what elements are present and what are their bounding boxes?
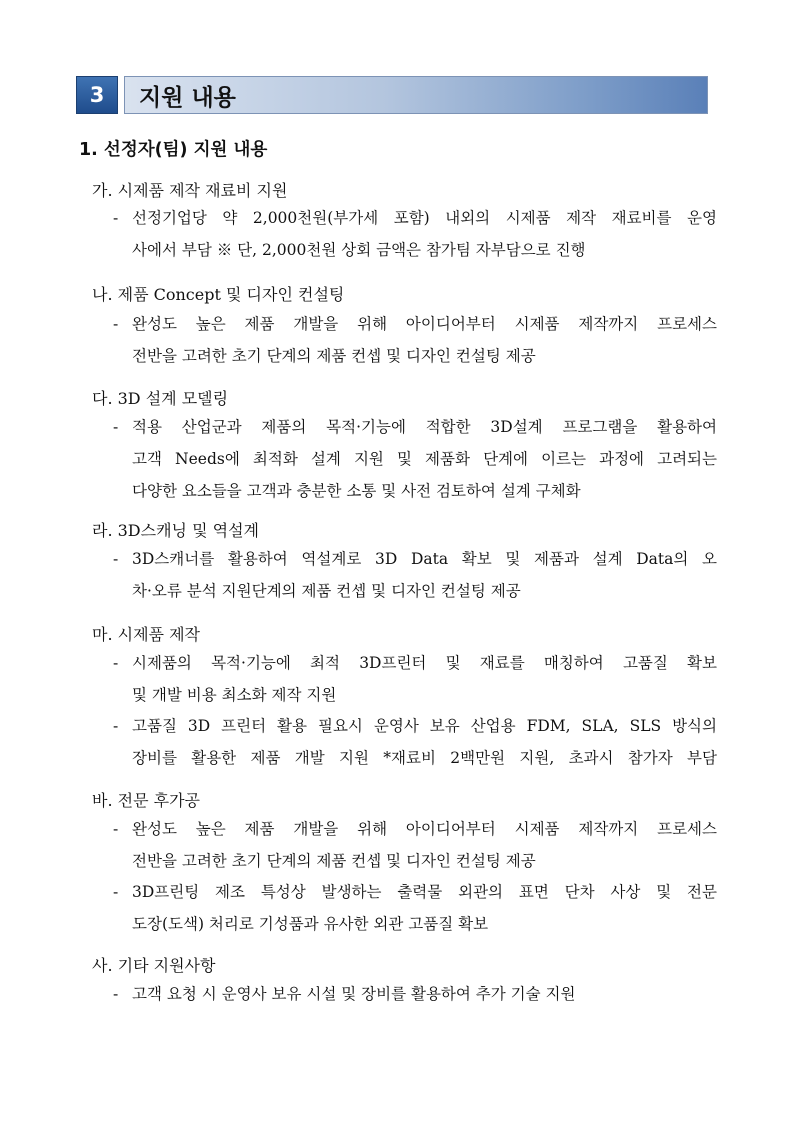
bullet-ba-1	[113, 813, 717, 877]
item-title-ra: 라. 3D스캐닝 및 역설계	[92, 521, 259, 540]
bullet-line: 도장(도색) 처리로 기성품과 유사한 외관 고품질 확보	[132, 915, 489, 933]
bullet-line: 고객 Needs에 최적화 설계 지원 및 제품화 단계에 이르는 과정에 고려되는	[132, 450, 717, 468]
bullet-dash: -	[113, 820, 119, 838]
subsection-title: 1. 선정자(팀) 지원 내용	[79, 140, 268, 160]
bullet-line: 완성도 높은 제품 개발을 위해 아이디어부터 시제품 제작까지 프로세스	[132, 820, 717, 838]
section-number-badge: 3	[76, 76, 118, 114]
bullet-dash: -	[113, 654, 119, 672]
item-title-na: 나. 제품 Concept 및 디자인 컨설팅	[92, 285, 345, 304]
bullet-line: 고품질 3D 프린터 활용 필요시 운영사 보유 산업용 FDM, SLA, SLS 방식의	[132, 717, 717, 735]
bullet-line: 고객 요청 시 운영사 보유 시설 및 장비를 활용하여 추가 기술 지원	[132, 985, 576, 1003]
bullet-line: 시제품의 목적·기능에 최적 3D프린터 및 재료를 매칭하여 고품질 확보	[132, 654, 717, 672]
bullet-ba-2	[113, 876, 717, 940]
item-title-sa: 사. 기타 지원사항	[92, 956, 216, 975]
bullet-dash: -	[113, 883, 119, 901]
bullet-dash: -	[113, 985, 119, 1003]
bullet-na-1	[113, 308, 717, 372]
bullet-line: 선정기업당 약 2,000천원(부가세 포함) 내외의 시제품 제작 재료비를 운영	[132, 209, 717, 227]
bullet-ga-1	[113, 202, 717, 266]
bullet-line: 및 개발 비용 최소화 제작 지원	[132, 686, 337, 704]
item-title-da: 다. 3D 설계 모델링	[92, 389, 229, 408]
bullet-line: 3D프린팅 제조 특성상 발생하는 출력물 외관의 표면 단차 사상 및 전문	[132, 883, 717, 901]
bullet-dash: -	[113, 717, 119, 735]
bullet-line: 적용 산업군과 제품의 목적·기능에 적합한 3D설계 프로그램을 활용하여	[132, 418, 717, 436]
bullet-sa-1	[113, 978, 717, 1010]
bullet-dash: -	[113, 315, 119, 333]
item-title-ga: 가. 시제품 제작 재료비 지원	[92, 181, 288, 200]
section-header	[76, 76, 708, 114]
bullet-dash: -	[113, 209, 119, 227]
bullet-line: 3D스캐너를 활용하여 역설계로 3D Data 확보 및 제품과 설계 Data의 오	[132, 550, 717, 568]
bullet-ma-2	[113, 710, 717, 774]
bullet-line: 차·오류 분석 지원단계의 제품 컨셉 및 디자인 컨설팅 제공	[132, 582, 521, 600]
bullet-dash: -	[113, 550, 119, 568]
item-title-ma: 마. 시제품 제작	[92, 625, 200, 644]
bullet-ra-1	[113, 543, 717, 607]
bullet-line: 다양한 요소들을 고객과 충분한 소통 및 사전 검토하여 설계 구체화	[132, 482, 581, 500]
bullet-dash: -	[113, 418, 119, 436]
item-title-ba: 바. 전문 후가공	[92, 791, 200, 810]
bullet-line: 사에서 부담 ※ 단, 2,000천원 상회 금액은 참가팀 자부담으로 진행	[132, 241, 586, 259]
bullet-line: 완성도 높은 제품 개발을 위해 아이디어부터 시제품 제작까지 프로세스	[132, 315, 717, 333]
bullet-line: 전반을 고려한 초기 단계의 제품 컨셉 및 디자인 컨설팅 제공	[132, 347, 536, 365]
bullet-da-1	[113, 411, 717, 507]
bullet-ma-1	[113, 647, 717, 711]
section-title: 지원 내용	[124, 76, 708, 114]
bullet-line: 장비를 활용한 제품 개발 지원 *재료비 2백만원 지원, 초과시 참가자 부담	[132, 749, 717, 767]
bullet-line: 전반을 고려한 초기 단계의 제품 컨셉 및 디자인 컨설팅 제공	[132, 852, 536, 870]
